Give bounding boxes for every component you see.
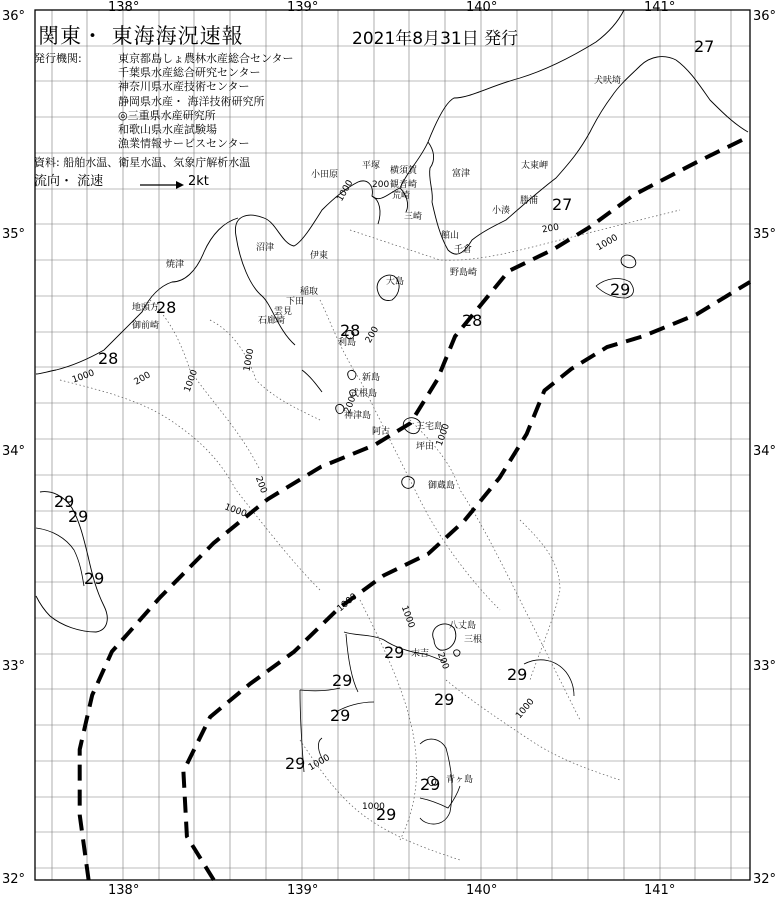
issuer-item: 和歌山県水産試験場 [118,123,217,137]
kuroshio-axes [80,136,750,880]
lon-label: 138° [108,0,140,15]
place-label: 地頭方 [132,303,160,313]
sst-label: 29 [420,775,441,794]
place-label: 沼津 [256,243,275,253]
place-label: 横須賀 [390,166,418,176]
isobath-label: 1000 [307,752,332,774]
isobath-label: 1000 [362,802,385,812]
isobath-label: 1000 [595,232,620,254]
sst-label: 29 [610,280,631,299]
isobath-label: 200 [372,180,390,190]
place-label: 観音崎 [390,180,418,190]
sst-label: 29 [384,643,405,662]
lat-label-right: 33° [753,659,777,674]
isobath-label: 1000 [335,591,360,615]
sst-label: 29 [68,507,89,526]
place-label: 御蔵島 [428,481,456,491]
sst-label: 29 [84,569,105,588]
place-label: 野島崎 [450,268,478,278]
lon-label-bottom: 140° [466,883,498,898]
kuroshio-axis-south [183,282,750,880]
lat-label: 36° [2,9,26,24]
place-label: 雲見 [274,307,293,317]
isobath-label: 1000 [222,502,248,520]
lat-label-right: 34° [753,444,777,459]
place-label: 三宅島 [416,422,444,432]
sst-label: 28 [340,321,361,340]
sst-label: 29 [332,671,353,690]
issuer-item: 千葉県水産総合研究センター [118,66,261,80]
isobath-label: 1000 [514,697,537,721]
issuers-label: 発行機関: [34,52,82,65]
place-label: 青ヶ島 [446,775,474,785]
isobath-label: 1000 [242,347,257,373]
place-label: 神津島 [344,411,372,421]
place-label: 大島 [386,277,405,287]
place-label: 稲取 [300,287,319,297]
place-label: 伊東 [310,251,329,261]
lat-label: 35° [2,227,26,242]
map-title: 関東・ 東海海況速報 [38,24,244,48]
place-label: 犬吠埼 [594,76,622,86]
sst-label: 28 [156,298,177,317]
place-label: 阿古 [372,427,391,437]
place-label: 御前崎 [132,321,160,331]
isobath-label: 200 [541,222,560,236]
place-label: 石廊崎 [258,316,286,326]
lat-label: 32° [2,872,26,887]
place-label: 太東岬 [521,161,549,171]
lat-label: 33° [2,659,26,674]
sst-label: 28 [98,349,119,368]
place-label: 三崎 [404,212,423,222]
place-label: 坪田 [416,442,435,452]
legend-arrow [140,181,184,189]
isobath-label: 200 [434,651,451,671]
sst-label: 29 [285,754,306,773]
kuroshio-axis-north [80,136,750,880]
lat-label-right: 32° [753,872,777,887]
isobath-label: 200 [363,325,382,345]
place-label: 末吉 [411,649,430,659]
legend-label: 流向・ 流速 [34,174,104,189]
legend-speed: 2kt [188,174,209,189]
sst-label: 29 [54,492,75,511]
place-label: 勝浦 [520,196,539,206]
sst-label: 28 [462,311,483,330]
place-label: 千倉 [454,245,473,255]
isotherms [36,279,633,825]
sst-label: 29 [330,706,351,725]
isobath-label: 200 [342,395,359,415]
place-label: 小田原 [311,170,339,180]
islands [336,255,636,786]
lat-label-right: 36° [753,9,777,24]
sst-label: 29 [376,805,397,824]
place-label: 富津 [452,169,471,179]
place-label: 小湊 [492,206,511,216]
place-label: 利島 [338,338,357,348]
issuer-item: 神奈川県水産技術センター [118,80,250,94]
lon-label-bottom: 141° [644,883,676,898]
isobath-label: 1000 [182,368,201,394]
place-label: 焼津 [166,260,185,270]
issuer-item: 漁業情報サービスセンター [118,137,250,151]
isobath-label: 200 [252,475,269,495]
issuer-list [118,52,294,151]
lon-label: 139° [287,0,319,15]
sst-label: 27 [694,37,715,56]
issuer-item: 静岡県水産・ 海洋技術研究所 [118,94,265,108]
issuer-item: ◎三重県水産研究所 [118,108,216,122]
isobath-label: 1000 [70,368,96,386]
place-label: 平塚 [362,161,381,171]
sst-label: 29 [434,690,455,709]
lon-label: 141° [644,0,676,15]
place-label: 三根 [464,635,483,645]
sst-label: 27 [552,195,573,214]
sst-label: 29 [507,665,528,684]
issue-date: 2021年8月31日 発行 [352,29,519,49]
lat-label: 34° [2,444,26,459]
isobath-label: 1000 [335,178,356,204]
isobath-label: 1000 [434,422,453,448]
lon-label-bottom: 138° [108,883,140,898]
place-label: 式根島 [350,389,378,399]
place-label: 下田 [286,297,305,307]
place-label: 館山 [441,231,460,241]
place-label: 新島 [362,373,381,383]
issuer-item: 東京都島しょ農林水産総合センター [118,52,294,65]
data-sources: 資料: 船舶水温、衛星水温、気象庁解析水温 [34,156,251,169]
isobath-label: 1000 [398,604,417,630]
place-label: 八丈島 [449,621,477,631]
lon-label-bottom: 139° [287,883,319,898]
lon-label: 140° [466,0,498,15]
isobath-label: 200 [132,370,153,388]
place-label: 荒崎 [392,191,411,201]
lat-label-right: 35° [753,227,777,242]
